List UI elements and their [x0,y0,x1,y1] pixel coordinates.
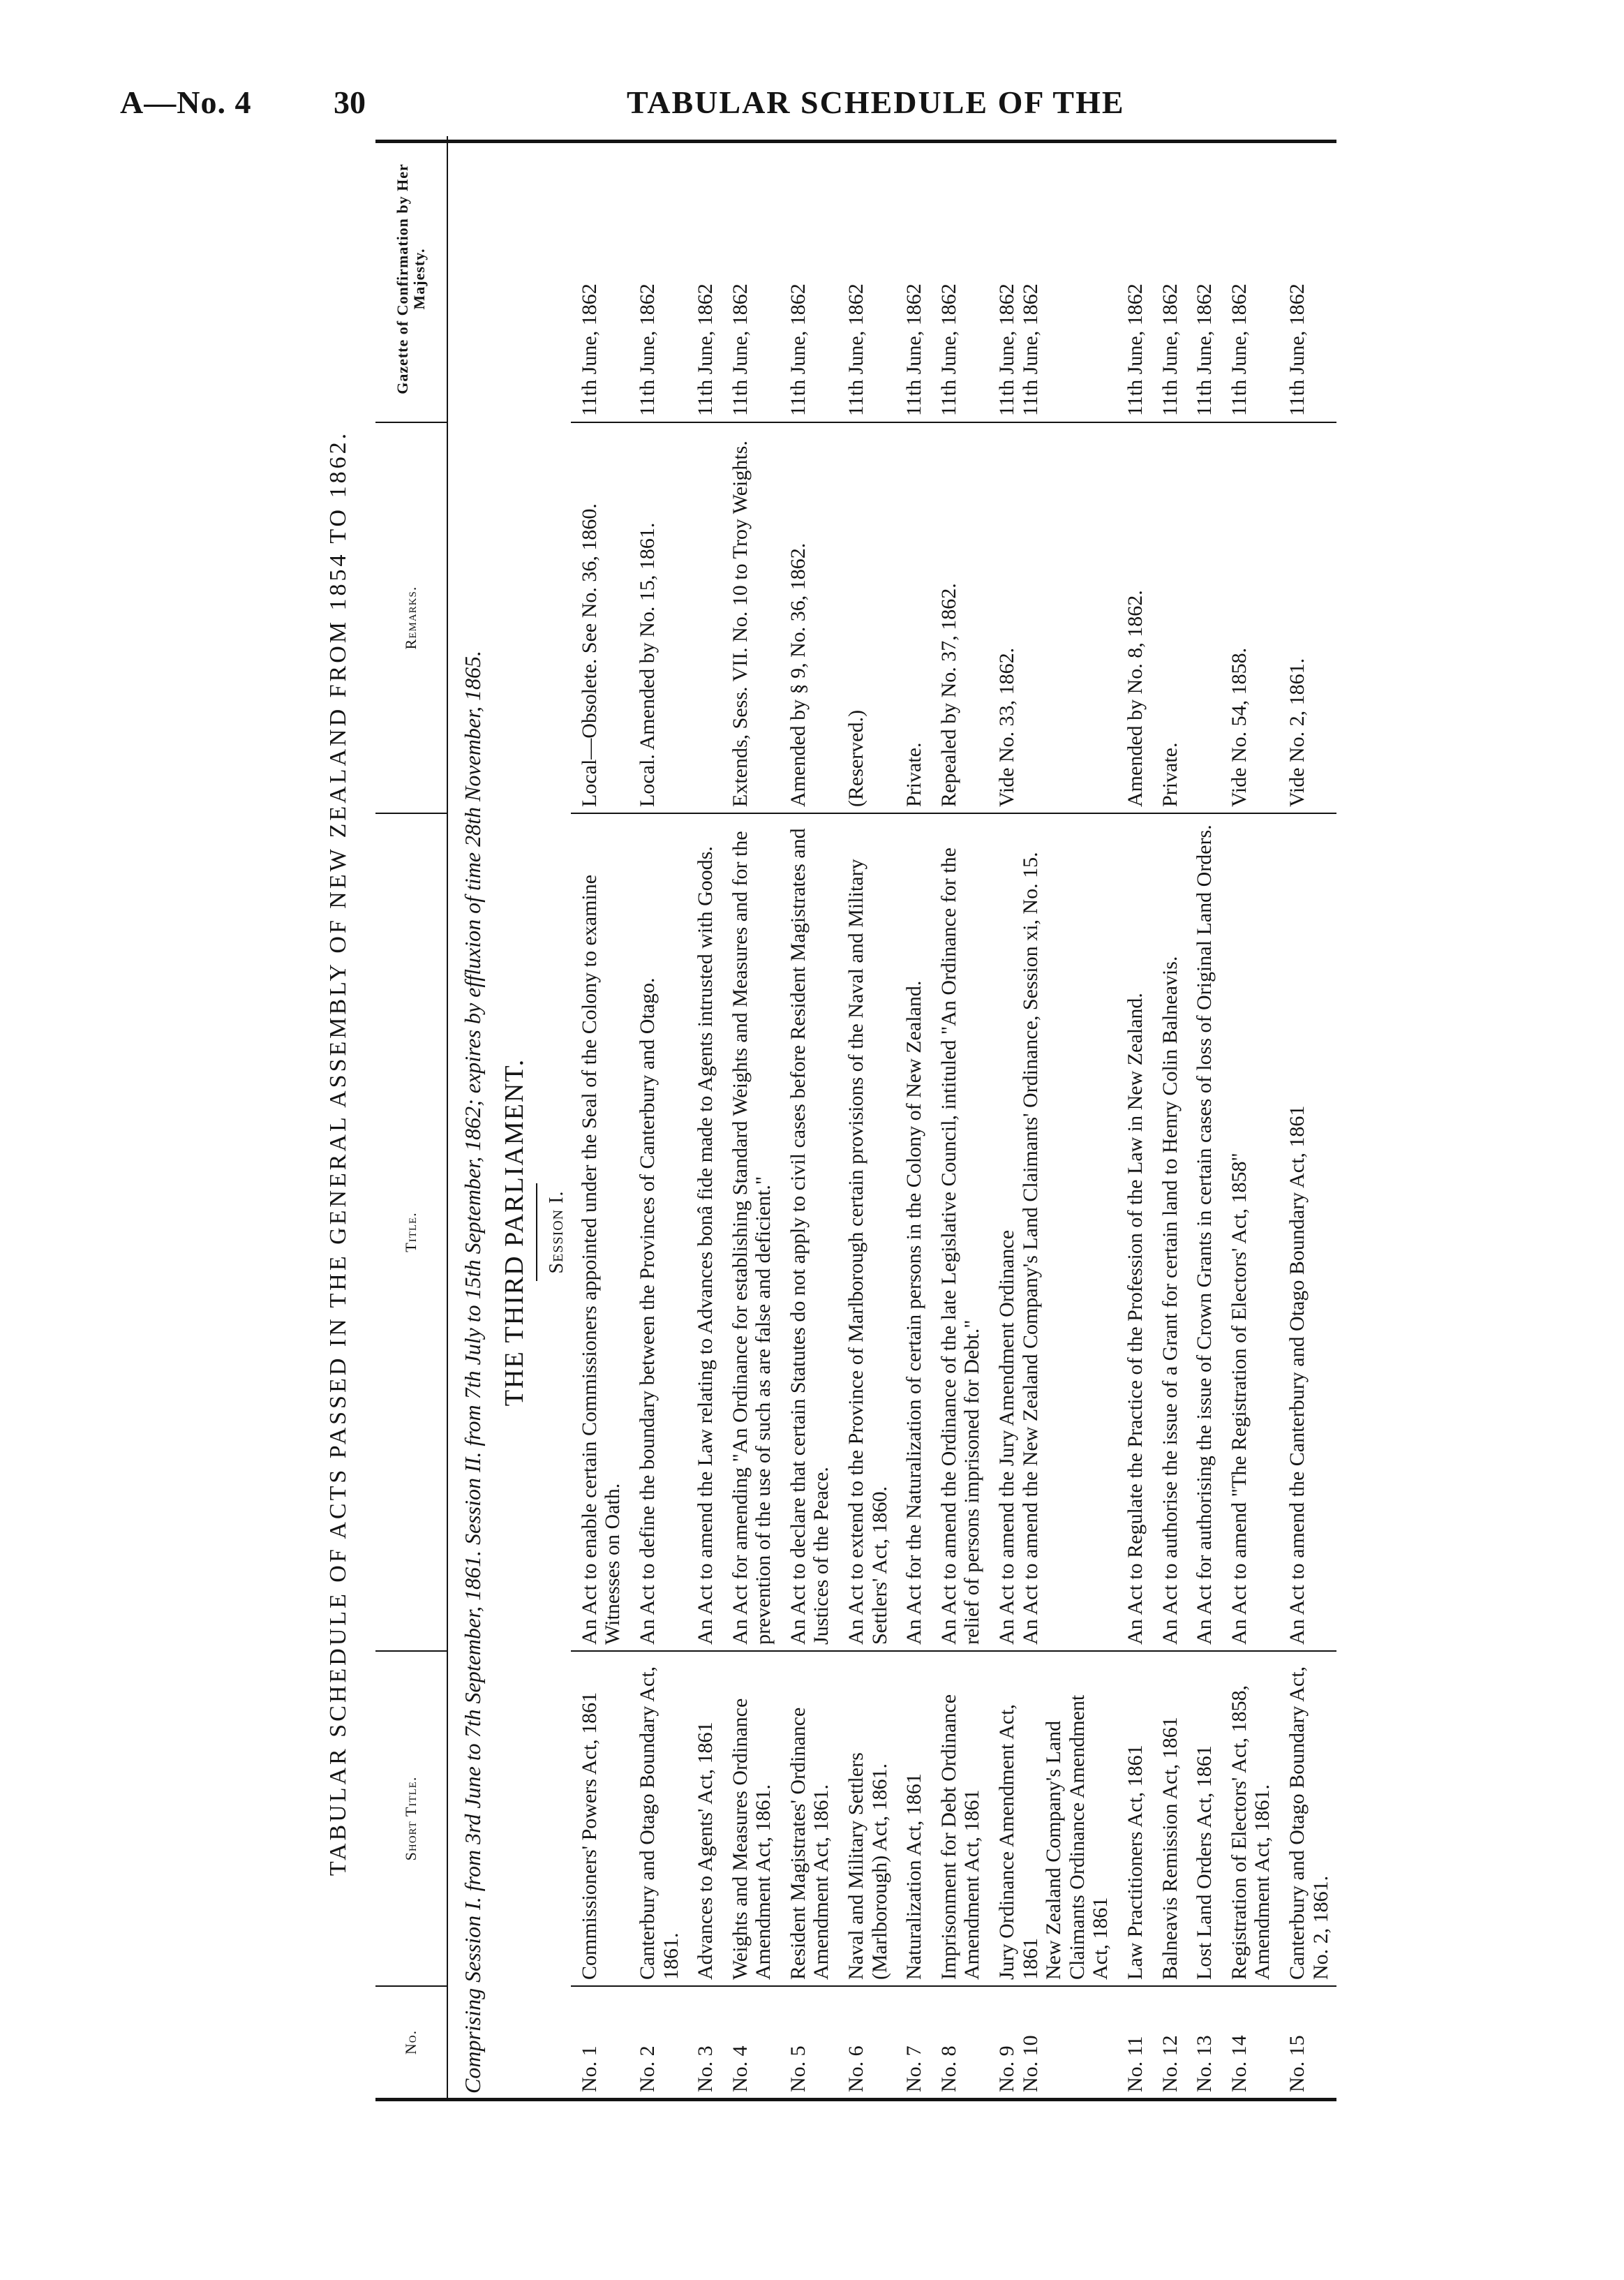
column-header-short-title: Short Title. [375,1651,447,1986]
act-number: No. 14 [1227,2035,1251,2092]
parliament-heading: THE THIRD PARLIAMENT. [490,813,541,1651]
act-short-title: Jury Ordinance Amendment Act, 1861 New Zealand Company's Land Claimants Ordinance Amendment Act, 1861 [988,1651,1117,1986]
act-remarks: Private. [1152,422,1186,813]
act-short-title: Balneavis Remission Act, 1861 [1152,1651,1186,1986]
act-number: No. 3 [694,2045,717,2092]
act-short-title: Imprisonment for Debt Ordinance Amendment Act, 1861 [930,1651,988,1986]
act-gazette-date: 11th June, 1862 [895,136,930,422]
act-gazette-date: 11th June, 1862 [837,136,895,422]
sessions-note-row [447,136,490,2098]
act-gazette-date: 11th June, 1862 [780,136,837,422]
act-short-title: Resident Magistrates' Ordinance Amendment Act, 1861. [780,1651,837,1986]
act-number: No. 7 [902,2045,926,2092]
act-remarks: Extends, Sess. VII. No. 10 to Troy Weights. [722,422,780,813]
table-row [1279,136,1336,2098]
table-row [687,136,722,2098]
act-number: No. 15 [1285,2035,1309,2092]
act-remarks: Vide No. 54, 1858. [1221,422,1279,813]
table-row [930,136,988,2098]
column-header-title: Title. [375,813,447,1651]
schedule-caption: TABULAR SCHEDULE OF ACTS PASSED IN THE GENERAL ASSEMBLY OF NEW ZEALAND FROM 1854 TO 1862. [325,430,351,1876]
act-remarks: Local—Obsolete. See No. 36, 1860. [571,422,629,813]
table-frame [375,140,1336,2101]
act-title: An Act to authorise the issue of a Grant for certain land to Henry Colin Balneavis. [1152,813,1186,1651]
act-number: No. 8 [937,2045,960,2092]
act-title: An Act to Regulate the Practice of the Profession of the Law in New Zealand. [1117,813,1152,1651]
table-row [837,136,895,2098]
page-reference: A—No. 4 [120,84,252,120]
act-short-title: Lost Land Orders Act, 1861 [1186,1651,1221,1986]
act-title: An Act to amend "The Registration of Electors' Act, 1858" [1221,813,1279,1651]
column-header-remarks: Remarks. [375,422,447,813]
act-short-title: Naturalization Act, 1861 [895,1651,930,1986]
table-row [722,136,780,2098]
running-title: TABULAR SCHEDULE OF THE [627,84,1125,120]
column-header-no: No. [375,1986,447,2098]
act-remarks [687,422,722,813]
act-gazette-date: 11th June, 1862 [629,136,687,422]
page-number: 30 [334,84,366,120]
act-number: No. 5 [786,2045,810,2092]
act-title: An Act for authorising the issue of Crown Grants in certain cases of loss of Original Land Orders. [1186,813,1221,1651]
act-title: An Act for the Naturalization of certain persons in the Colony of New Zealand. [895,813,930,1651]
act-gazette-date: 11th June, 1862 [1279,136,1336,422]
act-gazette-date: 11th June, 1862 11th June, 1862 [988,136,1117,422]
table-row [571,136,629,2098]
act-title: An Act to amend the Jury Amendment Ordinance An Act to amend the New Zealand Company's Land Claimants' Ordinance, Session xi, No. 15. [988,813,1117,1651]
table-row [780,136,837,2098]
session-heading-row [540,136,570,2098]
act-short-title: Canterbury and Otago Boundary Act, No. 2, 1861. [1279,1651,1336,1986]
act-short-title: Law Practitioners Act, 1861 [1117,1651,1152,1986]
table-row [1117,136,1152,2098]
act-gazette-date: 11th June, 1862 [1117,136,1152,422]
act-short-title: Naval and Military Settlers (Marlborough) Act, 1861. [837,1651,895,1986]
table-row [988,136,1117,2098]
table-header-row [375,136,447,2098]
act-title: An Act to amend the Law relating to Advances bonâ fide made to Agents intrusted with Goods. [687,813,722,1651]
act-number: No. 6 [844,2045,868,2092]
act-remarks: Vide No. 2, 1861. [1279,422,1336,813]
act-gazette-date: 11th June, 1862 [1221,136,1279,422]
act-short-title: Canterbury and Otago Boundary Act, 1861. [629,1651,687,1986]
act-number: No. 4 [728,2045,752,2092]
session-heading: Session I. [546,1190,568,1274]
act-gazette-date: 11th June, 1862 [722,136,780,422]
act-gazette-date: 11th June, 1862 [571,136,629,422]
act-title: An Act to amend the Canterbury and Otago Boundary Act, 1861 [1279,813,1336,1651]
act-remarks: Private. [895,422,930,813]
rotated-table-container [375,140,1436,2101]
act-remarks: Vide No. 33, 1862. [988,422,1117,813]
act-number: No. 9 No. 10 [995,2035,1042,2092]
act-gazette-date: 11th June, 1862 [1152,136,1186,422]
act-title: An Act to enable certain Commissioners appointed under the Seal of the Colony to examine Witnesses on Oath. [571,813,629,1651]
sessions-note: Comprising Session I. from 3rd June to 7th September, 1861. Session II. from 7th July to 15th September, 1862; expires by effluxion of time 28th November, 1865. [460,651,485,2094]
act-short-title: Commissioners' Powers Act, 1861 [571,1651,629,1986]
table-row [629,136,687,2098]
act-remarks: Amended by § 9, No. 36, 1862. [780,422,837,813]
heading-rule [536,1183,537,1281]
parliament-heading-row [490,136,541,2098]
act-remarks: Repealed by No. 37, 1862. [930,422,988,813]
table-row [1186,136,1221,2098]
table-row [1152,136,1186,2098]
act-gazette-date: 11th June, 1862 [687,136,722,422]
table-row [895,136,930,2098]
act-remarks [1186,422,1221,813]
act-title: An Act to amend the Ordinance of the late Legislative Council, intituled "An Ordinance for the relief of persons imprisoned for Debt." [930,813,988,1651]
act-gazette-date: 11th June, 1862 [930,136,988,422]
act-number: No. 1 [577,2045,601,2092]
act-title: An Act to define the boundary between the Provinces of Canterbury and Otago. [629,813,687,1651]
act-number: No. 11 [1124,2036,1147,2092]
column-header-gazette: Gazette of Confirmation by Her Majesty. [375,136,447,422]
act-gazette-date: 11th June, 1862 [1186,136,1221,422]
acts-schedule-table [375,136,1336,2098]
act-number: No. 12 [1158,2035,1182,2092]
act-short-title: Weights and Measures Ordinance Amendment Act, 1861. [722,1651,780,1986]
act-remarks: Amended by No. 8, 1862. [1117,422,1152,813]
act-remarks: (Reserved.) [837,422,895,813]
act-title: An Act to declare that certain Statutes do not apply to civil cases before Resident Magistrates and Justices of the Peace. [780,813,837,1651]
act-number: No. 13 [1193,2035,1216,2092]
act-title: An Act to extend to the Province of Marlborough certain provisions of the Naval and Military Settlers' Act, 1860. [837,813,895,1651]
act-remarks: Local. Amended by No. 15, 1861. [629,422,687,813]
act-short-title: Advances to Agents' Act, 1861 [687,1651,722,1986]
act-title: An Act for amending "An Ordinance for establishing Standard Weights and Measures and for the prevention of the use of such as are false and deficient." [722,813,780,1651]
table-body [447,136,1336,2098]
table-row [1221,136,1279,2098]
act-number: No. 2 [635,2045,659,2092]
act-short-title: Registration of Electors' Act, 1858, Amendment Act, 1861. [1221,1651,1279,1986]
